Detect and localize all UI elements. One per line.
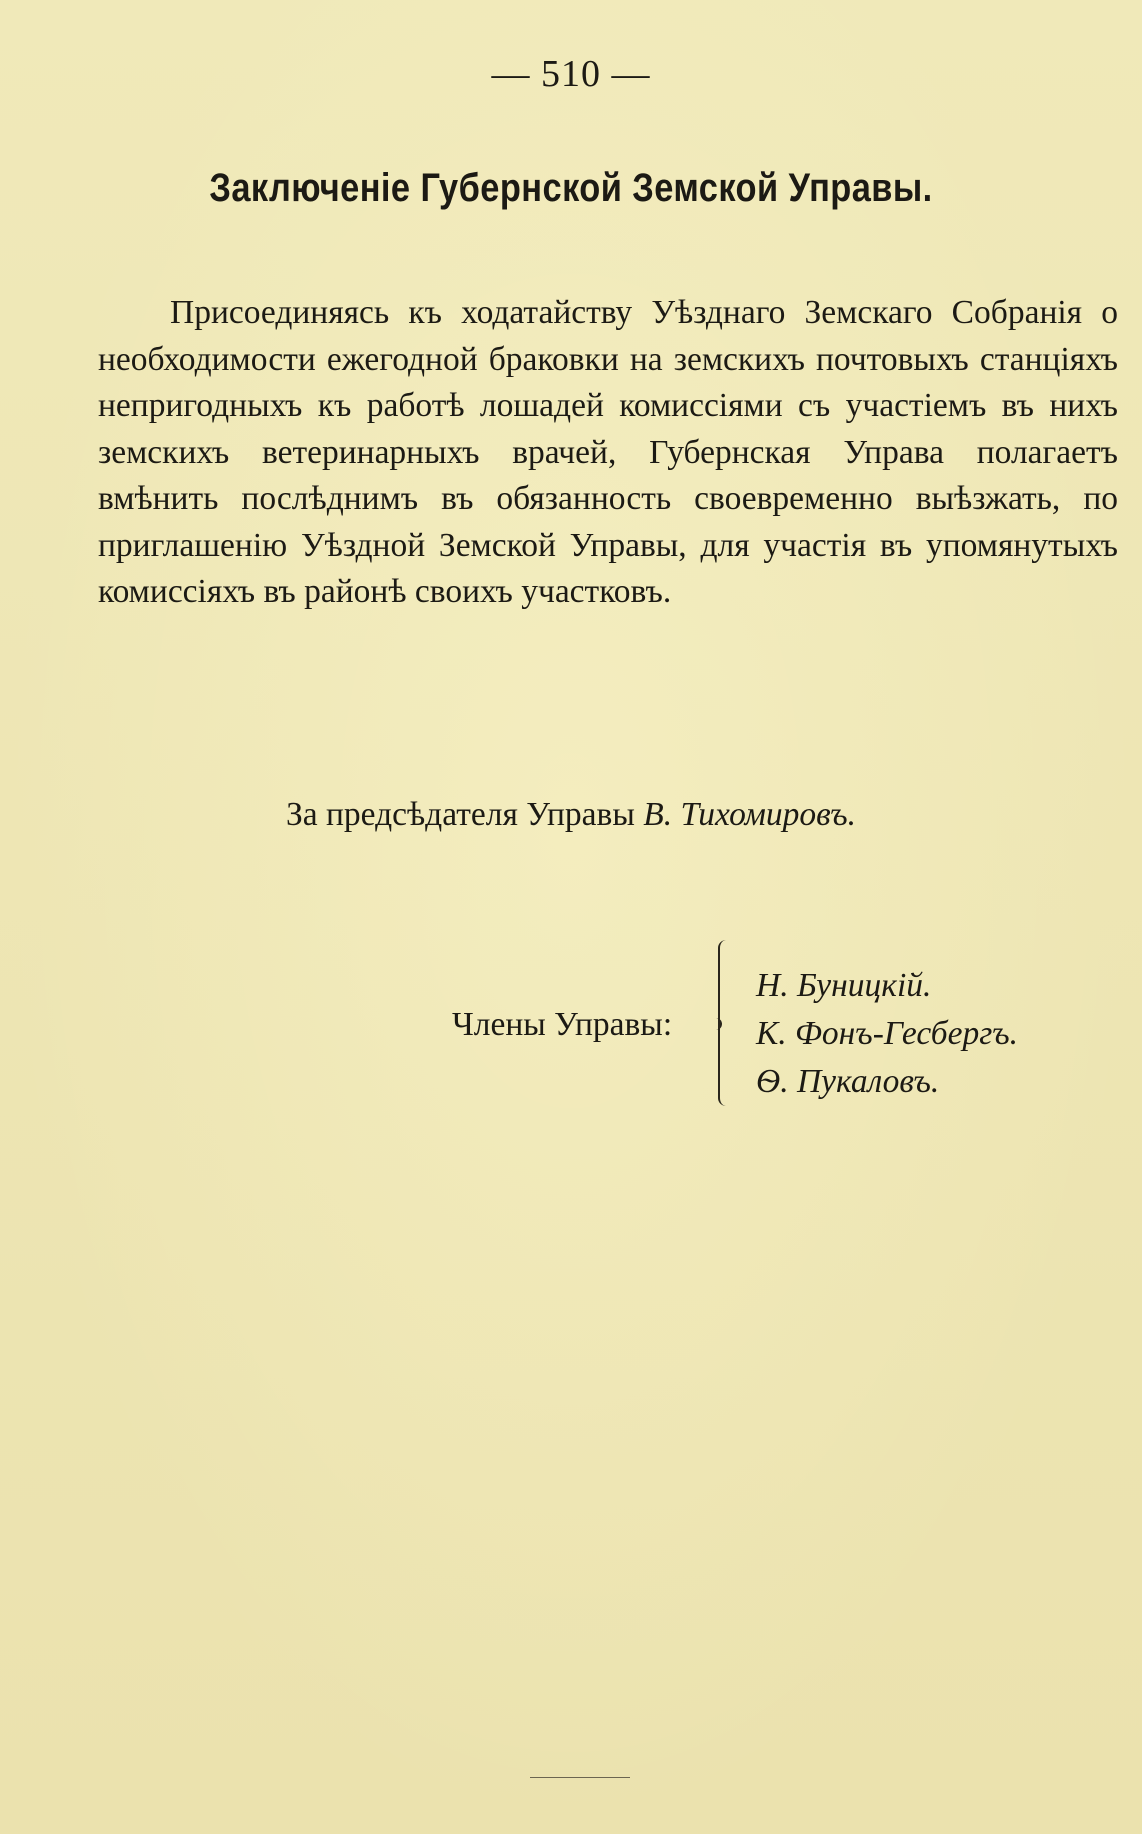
member-name: Н. Буницкій. bbox=[756, 967, 932, 1004]
chairman-title: За предсѣдателя Управы bbox=[285, 796, 635, 833]
chairman-name: В. Тихомировъ. bbox=[643, 796, 857, 833]
section-heading: Заключеніе Губернской Земской Управы. bbox=[209, 166, 933, 210]
members-label: Члены Управы: bbox=[452, 1006, 673, 1043]
page-number: — 510 — bbox=[491, 53, 651, 95]
chairman-signature bbox=[0, 796, 1142, 834]
member-name: Ѳ. Пукаловъ. bbox=[756, 1063, 940, 1100]
members-list bbox=[756, 962, 1018, 1106]
body-paragraph: Присоединяясь къ ходатайству Уѣзднаго Земскаго Собранія о необходимости ежегодной браковки на земскихъ почтовыхъ станціяхъ непригодныхъ къ работѣ лошадей комиссіями съ участіемъ въ нихъ земскихъ ветеринарныхъ врачей, Губернская Управа полагаетъ вмѣнить послѣднимъ въ обязанность своевременно выѣзжать, по приглашенію Уѣздной Земской Управы, для участія въ упомянутыхъ комиссіяхъ въ районѣ своихъ участковъ. bbox=[98, 294, 1118, 610]
bottom-divider bbox=[530, 1777, 630, 1778]
member-name: К. Фонъ-Гесбергъ. bbox=[756, 1015, 1019, 1052]
